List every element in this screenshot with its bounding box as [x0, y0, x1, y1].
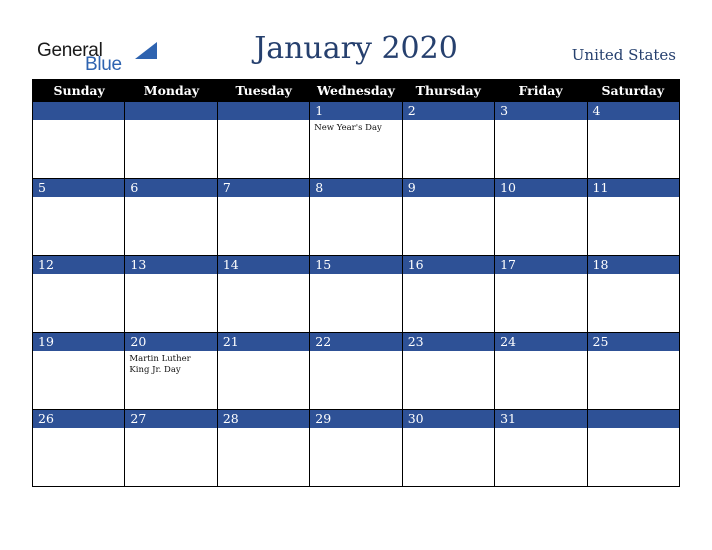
day-number-bar [125, 179, 216, 197]
day-number-bar [588, 256, 679, 274]
day-number: 2 [407, 103, 416, 118]
day-number-bar [403, 256, 494, 274]
day-number-bar [218, 410, 309, 428]
day-cell[interactable] [310, 333, 402, 410]
day-cell[interactable] [495, 333, 587, 410]
day-number-bar [403, 102, 494, 120]
day-cell[interactable] [495, 179, 587, 256]
day-number-bar [495, 179, 586, 197]
week-divider [33, 409, 679, 410]
day-number-bar [218, 333, 309, 351]
day-number-bar [33, 179, 124, 197]
holiday-label: Martin Luther King Jr. Day [129, 354, 191, 375]
day-cell[interactable] [310, 102, 402, 179]
day-cell[interactable] [218, 410, 310, 487]
day-cell[interactable] [33, 333, 125, 410]
weekday-header: Thursday [415, 83, 481, 98]
weekday-header: Wednesday [317, 83, 395, 98]
day-number: 27 [130, 411, 147, 426]
day-number: 10 [500, 180, 517, 195]
day-number: 7 [222, 180, 231, 195]
day-cell[interactable] [218, 179, 310, 256]
day-cell[interactable] [33, 410, 125, 487]
logo-general-text: General [37, 40, 103, 61]
day-number-bar [588, 179, 679, 197]
day-cell[interactable] [403, 333, 495, 410]
day-number-bar [33, 256, 124, 274]
day-cell[interactable] [125, 256, 217, 333]
day-number: 31 [500, 411, 517, 426]
week-divider [33, 178, 679, 179]
day-number-bar [495, 256, 586, 274]
day-cell[interactable] [588, 102, 679, 179]
day-number: 14 [222, 257, 239, 272]
day-number-bar [310, 333, 401, 351]
week-row [33, 333, 679, 410]
day-cell[interactable] [33, 102, 125, 179]
day-number: 15 [315, 257, 332, 272]
day-number-bar [588, 102, 679, 120]
week-row [33, 410, 679, 487]
calendar-grid [32, 79, 680, 487]
day-cell[interactable] [218, 333, 310, 410]
weekday-header-row [33, 80, 679, 102]
day-number-bar [403, 179, 494, 197]
day-cell[interactable] [125, 179, 217, 256]
day-number: 13 [130, 257, 147, 272]
day-cell[interactable] [588, 333, 679, 410]
day-number-bar [588, 410, 679, 428]
weekday-header: Monday [143, 83, 200, 98]
weekday-header: Sunday [53, 83, 105, 98]
day-number-bar [218, 179, 309, 197]
day-number-bar [310, 179, 401, 197]
week-divider [33, 255, 679, 256]
day-number: 26 [38, 411, 54, 426]
day-number: 5 [38, 180, 46, 195]
day-number-bar [495, 410, 586, 428]
page-title: January 2020 [254, 31, 458, 66]
day-number: 23 [407, 334, 424, 349]
weekday-header: Saturday [601, 83, 665, 98]
day-number: 12 [38, 257, 54, 272]
day-number: 28 [222, 411, 239, 426]
day-cell[interactable] [403, 102, 495, 179]
day-number: 3 [500, 103, 509, 118]
day-number: 4 [592, 103, 601, 118]
day-number: 6 [130, 180, 139, 195]
day-number: 24 [500, 334, 517, 349]
day-number-bar [33, 410, 124, 428]
day-cell[interactable] [588, 256, 679, 333]
week-row [33, 179, 679, 256]
day-number: 21 [222, 334, 239, 349]
holiday-label: New Year's Day [314, 123, 382, 133]
day-number-bar [403, 410, 494, 428]
week-row [33, 256, 679, 333]
day-cell[interactable] [218, 256, 310, 333]
day-number-bar [310, 410, 401, 428]
day-number-bar [33, 333, 124, 351]
day-number-bar [33, 102, 124, 120]
day-cell[interactable] [310, 179, 402, 256]
weekday-header: Friday [518, 83, 563, 98]
day-number-bar [495, 102, 586, 120]
day-number-bar [310, 102, 401, 120]
day-number-bar [125, 410, 216, 428]
day-cell[interactable] [125, 333, 217, 410]
day-number-bar [403, 333, 494, 351]
day-number-bar [495, 333, 586, 351]
day-number: 20 [130, 334, 147, 349]
week-divider [33, 332, 679, 333]
day-cell[interactable] [310, 256, 402, 333]
day-number: 16 [407, 257, 424, 272]
day-cell[interactable] [33, 256, 125, 333]
day-number: 30 [407, 411, 424, 426]
day-number-bar [588, 333, 679, 351]
day-cell[interactable] [495, 410, 587, 487]
day-number-bar [218, 256, 309, 274]
day-cell[interactable] [403, 410, 495, 487]
weekday-header: Tuesday [235, 83, 292, 98]
week-row [33, 102, 679, 179]
day-number: 22 [315, 334, 332, 349]
country-label: United States [571, 46, 676, 64]
day-number: 8 [315, 180, 324, 195]
logo-blue-text: Blue [85, 54, 122, 75]
day-number: 29 [315, 411, 332, 426]
day-cell[interactable] [588, 410, 679, 487]
day-number-bar [125, 256, 216, 274]
day-number: 11 [592, 180, 609, 195]
day-cell[interactable] [403, 179, 495, 256]
day-cell[interactable] [125, 410, 217, 487]
day-cell[interactable] [403, 256, 495, 333]
day-number: 1 [315, 103, 324, 118]
day-cell[interactable] [33, 179, 125, 256]
day-cell[interactable] [218, 102, 310, 179]
day-cell[interactable] [495, 102, 587, 179]
day-cell[interactable] [310, 410, 402, 487]
day-number-bar [310, 256, 401, 274]
day-cell[interactable] [588, 179, 679, 256]
day-cell[interactable] [125, 102, 217, 179]
day-number-bar [218, 102, 309, 120]
day-cell[interactable] [495, 256, 587, 333]
day-number: 19 [38, 334, 54, 349]
day-number: 9 [407, 180, 416, 195]
day-number-bar [125, 333, 216, 351]
day-number-bar [125, 102, 216, 120]
day-number: 18 [592, 257, 609, 272]
day-number: 25 [592, 334, 609, 349]
day-number: 17 [500, 257, 517, 272]
